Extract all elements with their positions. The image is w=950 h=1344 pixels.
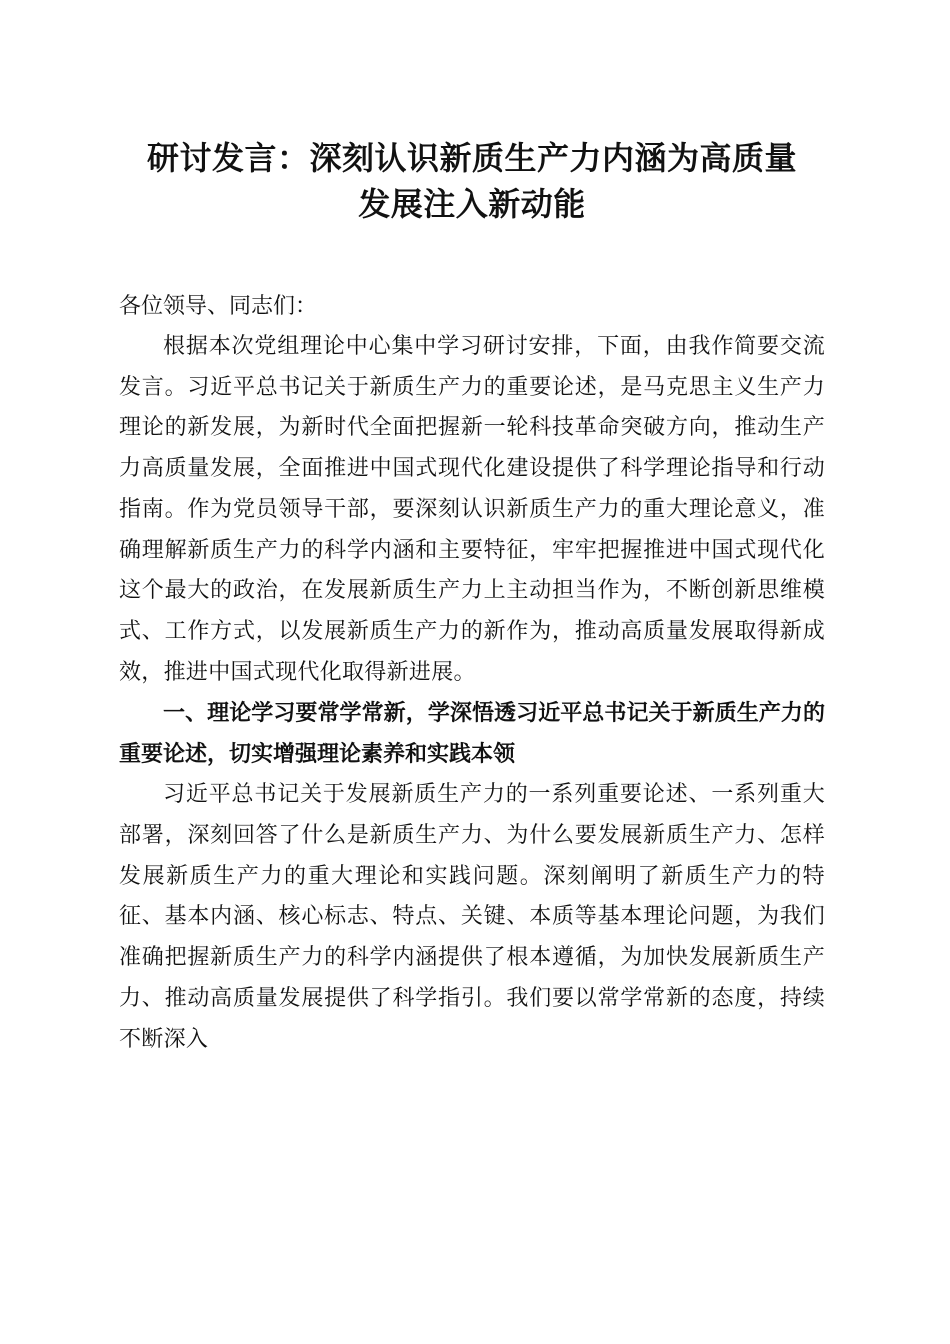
salutation: 各位领导、同志们： (119, 294, 318, 319)
title-line-1: 研讨发言：深刻认识新质生产力内涵为高质量 (146, 139, 797, 177)
title-line-2: 发展注入新动能 (358, 185, 586, 223)
document-title (119, 135, 825, 227)
section-heading-1: 一、理论学习要常学常新，学深悟透习近平总书记关于新质生产力的重要论述，切实增强理论素养和实践本领 (119, 701, 825, 768)
intro-paragraph: 根据本次党组理论中心集中学习研讨安排，下面，由我作简要交流发言。习近平总书记关于新质生产力的重要论述，是马克思主义生产力理论的新发展，为新时代全面把握新一轮科技革命突破方向，推动生产力高质量发展，全面推进中国式现代化建设提供了科学理论指导和行动指南。作为党员领导干部，要深刻认识新质生产力的重大理论意义，准确理解新质生产力的科学内涵和主要特征，牢牢把握推进中国式现代化这个最大的政治，在发展新质生产力上主动担当作为，不断创新思维模式、工作方式，以发展新质生产力的新作为，推动高质量发展取得新成效，推进中国式现代化取得新进展。 (119, 334, 825, 685)
document-page (119, 135, 825, 1060)
section-1-paragraph: 习近平总书记关于发展新质生产力的一系列重要论述、一系列重大部署，深刻回答了什么是新质生产力、为什么要发展新质生产力、怎样发展新质生产力的重大理论和实践问题。深刻阐明了新质生产力的特征、基本内涵、核心标志、特点、关键、本质等基本理论问题，为我们准确把握新质生产力的科学内涵提供了根本遵循，为加快发展新质生产力、推动高质量发展提供了科学指引。我们要以常学常新的态度，持续不断深入 (119, 782, 825, 1052)
